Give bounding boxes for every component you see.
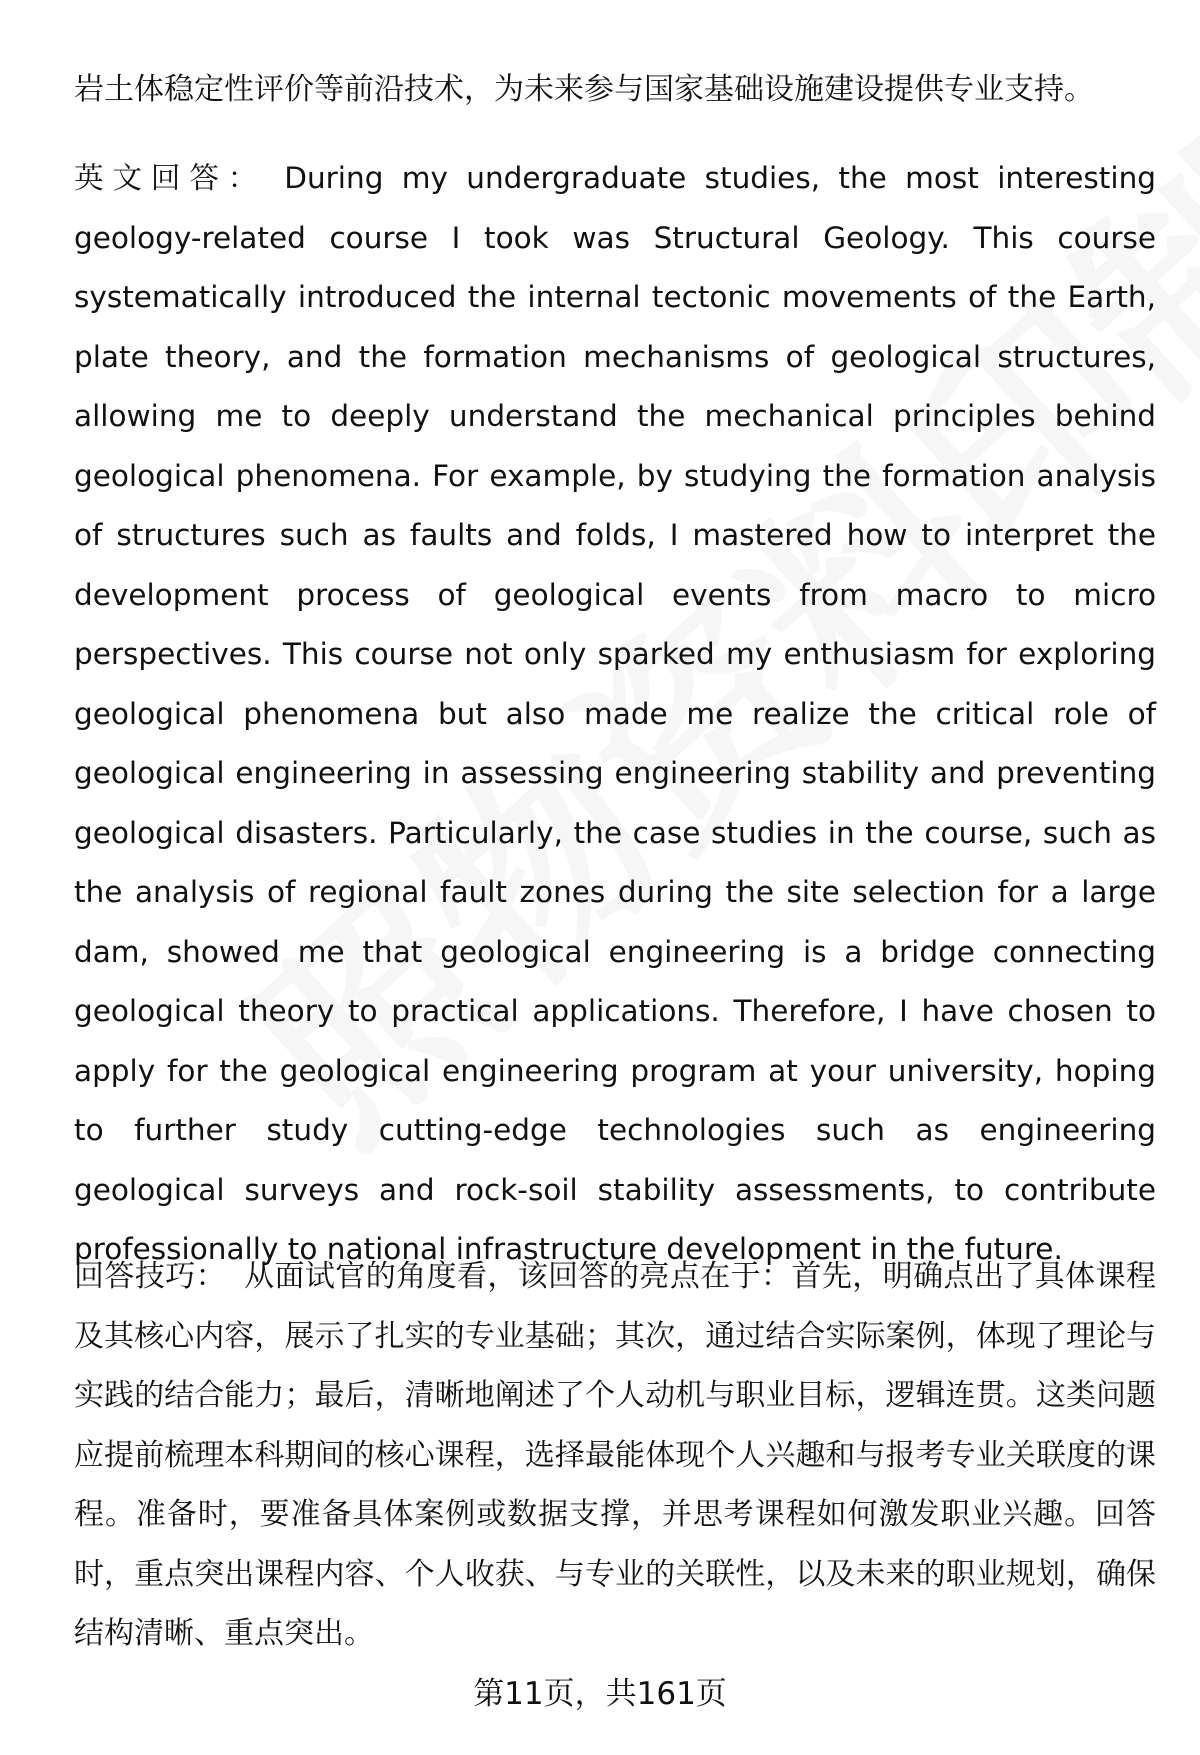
answer-tips-paragraph — [74, 1247, 1156, 1664]
answer-tips-label: 回答技巧： — [74, 1259, 227, 1294]
english-answer-label: 英文回答： — [74, 161, 267, 195]
english-answer-text: During my undergraduate studies, the most interesting geology-related course I took was Structural Geology. This course systematically introduced the internal tectonic movements of the Earth, plate theory, and the formation mechanisms of geological structures, allowing me to deeply understand the mechanical principles behind geological phenomena. For example, by studying the formation analysis of structures such as faults and folds, I mastered how to interpret the development process of geological events from macro to micro perspectives. This course not only sparked my enthusiasm for exploring geological phenomena but also made me realize the critical role of geological engineering in assessing engineering stability and preventing geological disasters. Particularly, the case studies in the course, such as the analysis of regional fault zones during the site selection for a large dam, showed me that geological engineering is a bridge connecting geological theory to practical applications. Therefore, I have chosen to apply for the geological engineering program at your university, hoping to further study cutting-edge technologies such as engineering geological surveys and rock-soil stability assessments, to contribute professionally to national infrastructure development in the future. — [74, 161, 1156, 1266]
page-number-footer: 第11页，共161页 — [473, 1676, 727, 1712]
answer-tips-text: 从面试官的角度看，该回答的亮点在于：首先，明确点出了具体课程及其核心内容，展示了扎实的专业基础；其次，通过结合实际案例，体现了理论与实践的结合能力；最后，清晰地阐述了个人动机与职业目标，逻辑连贯。这类问题应提前梳理本科期间的核心课程，选择最能体现个人兴趣和与报考专业关联度的课程。准备时，要准备具体案例或数据支撑，并思考课程如何激发职业兴趣。回答时，重点突出课程内容、个人收获、与专业的关联性，以及未来的职业规划，确保结构清晰、重点突出。 — [74, 1259, 1157, 1651]
intro-paragraph-tail: 岩土体稳定性评价等前沿技术，为未来参与国家基础设施建设提供专业支持。 — [74, 72, 1094, 107]
english-answer-paragraph — [74, 149, 1156, 1280]
